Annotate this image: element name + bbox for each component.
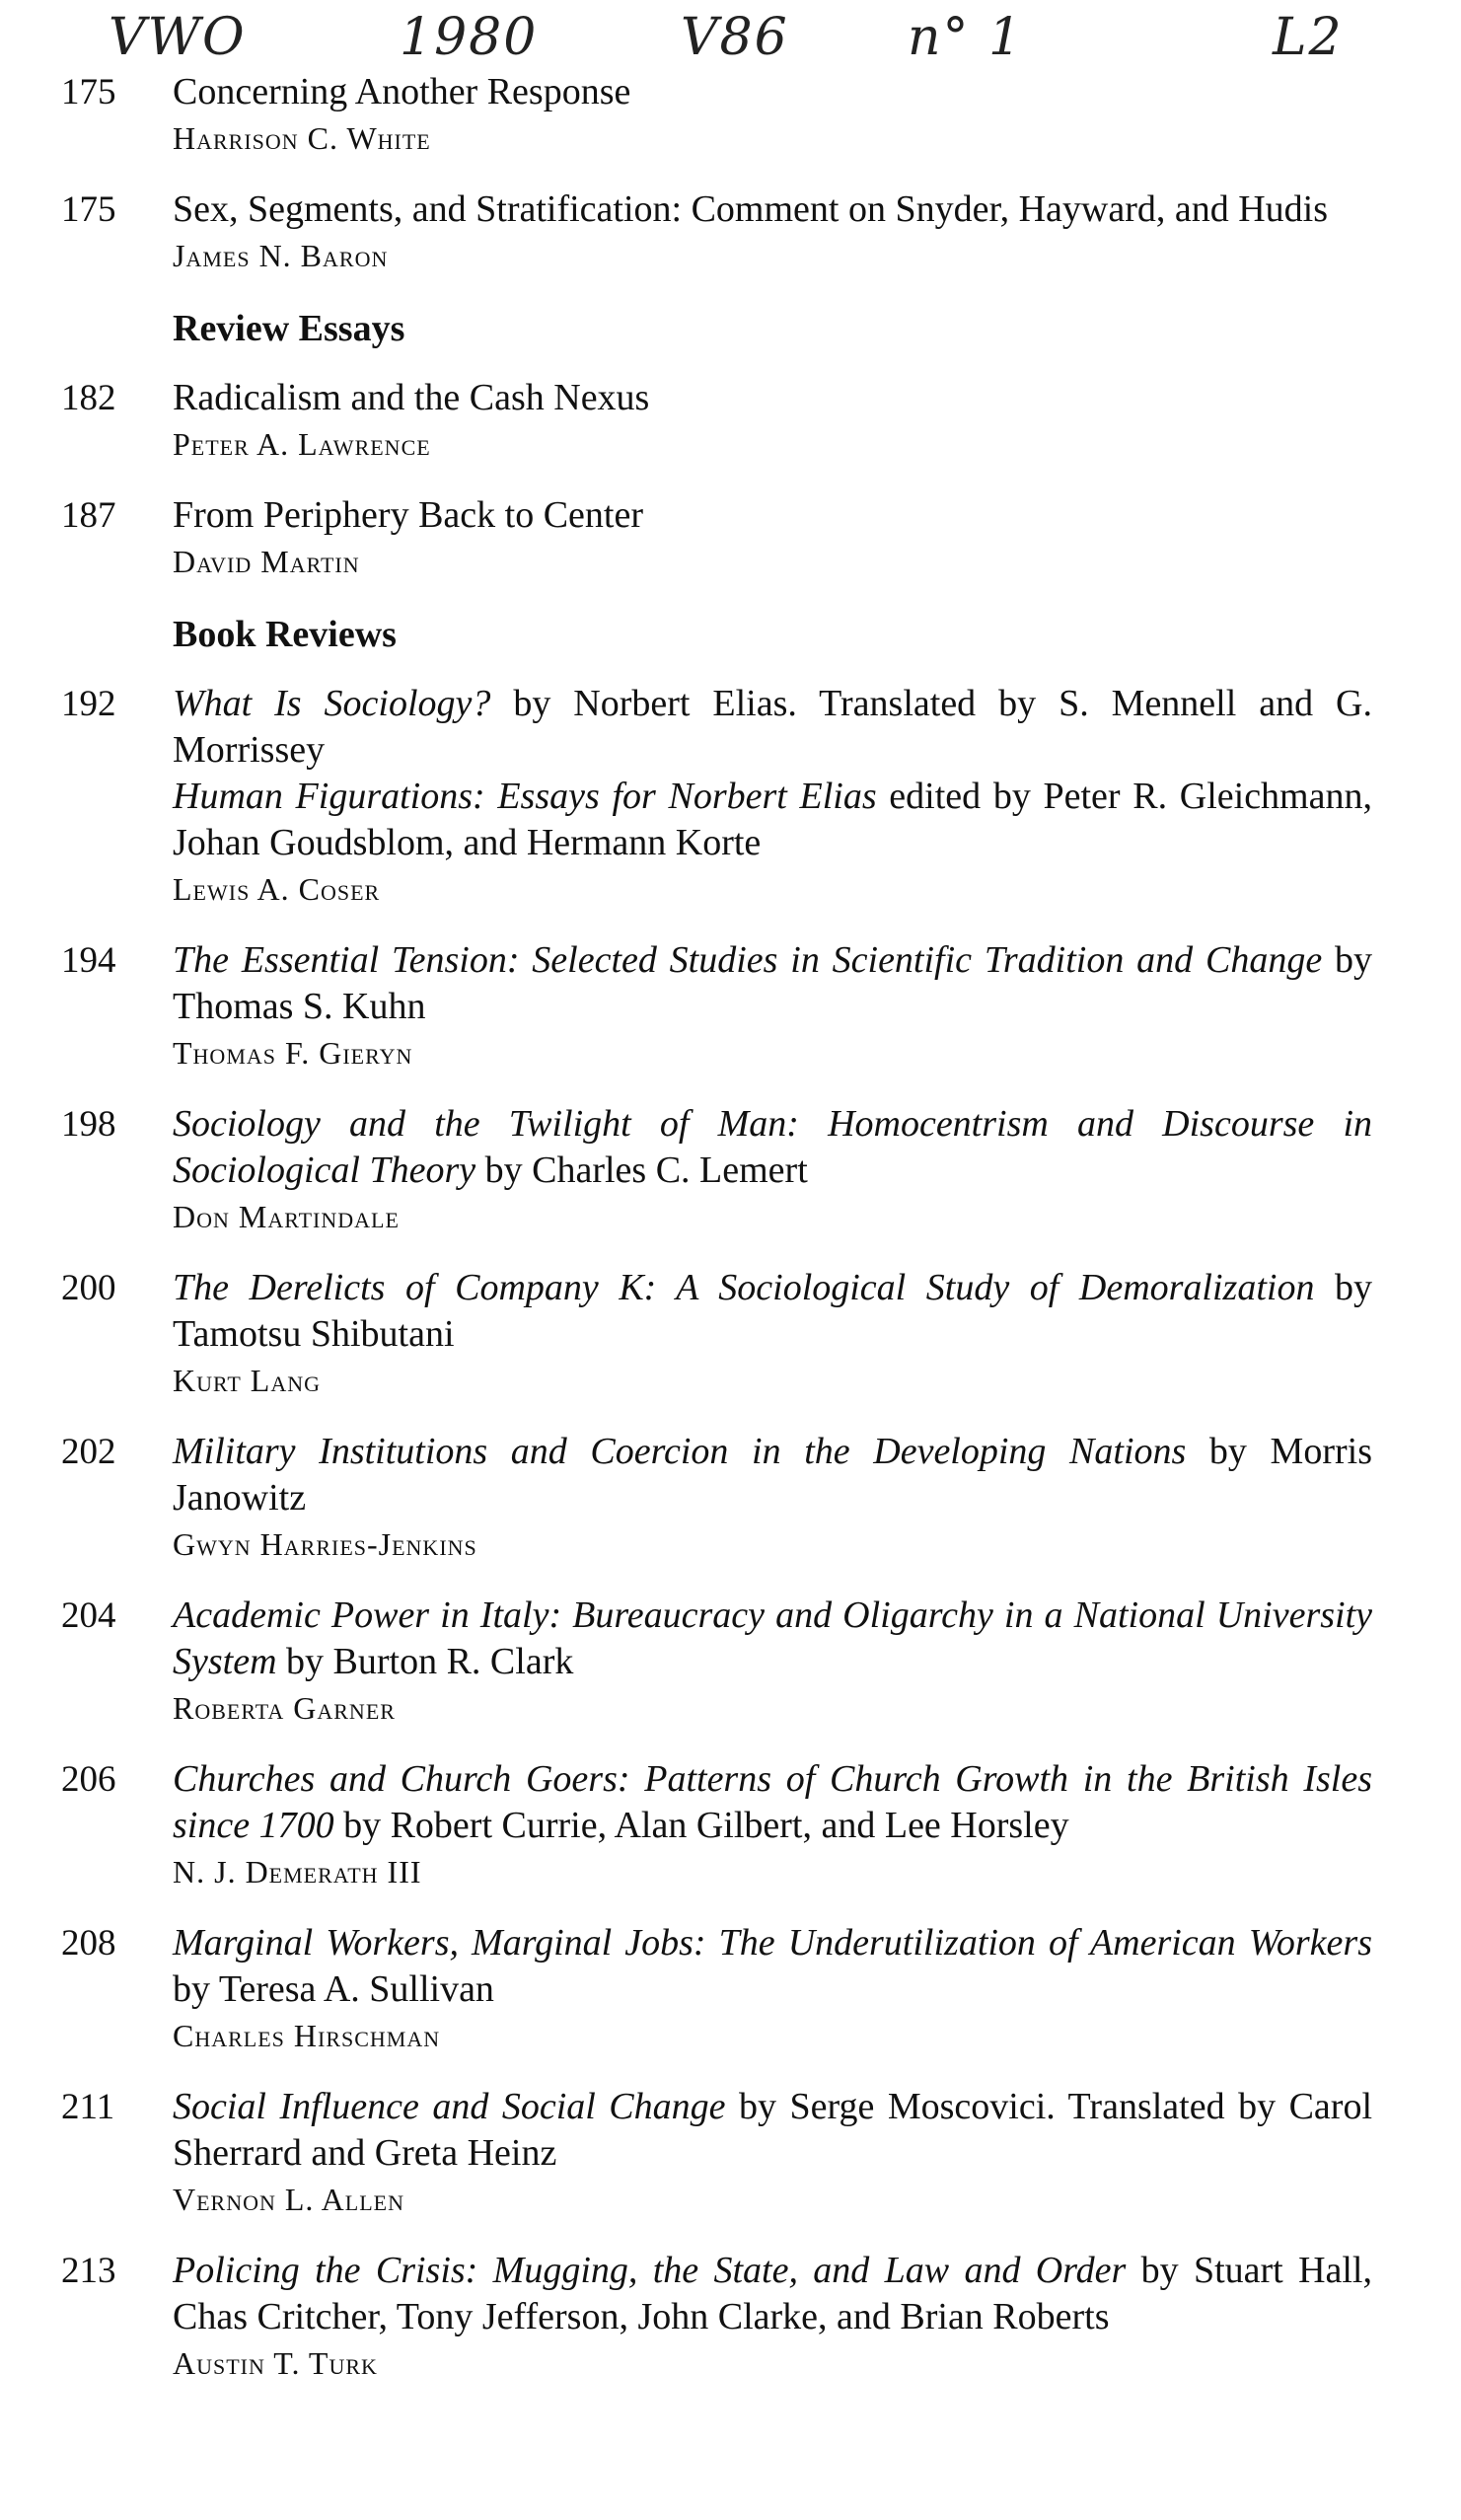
reviewer-name: James N. Baron xyxy=(173,238,389,273)
toc-entry xyxy=(0,1429,1461,1567)
work-title: Radicalism and the Cash Nexus xyxy=(173,377,650,418)
entry-title xyxy=(173,69,1372,115)
toc-entry xyxy=(0,186,1461,278)
toc-entry xyxy=(0,1265,1461,1403)
work-title: Sociology and the Twilight of Man: Homocentrism and Discourse in Sociological Theory xyxy=(173,1103,1372,1191)
entry-title xyxy=(173,1101,1372,1194)
entry-title xyxy=(173,1920,1372,2013)
entry-title xyxy=(173,1265,1372,1358)
handwritten-mark: 1980 xyxy=(400,8,539,67)
entry-title xyxy=(173,375,1372,421)
page-number: 204 xyxy=(61,1595,116,1636)
entry-title xyxy=(173,186,1372,233)
work-byline: by Serge Moscovici. Translated by Carol Sherrard and Greta Heinz xyxy=(173,2086,1372,2174)
toc-entry xyxy=(0,937,1461,1075)
reviewer-name: Austin T. Turk xyxy=(173,2345,378,2381)
work-byline: by Norbert Elias. Translated by S. Mennell and G. Morrissey xyxy=(173,683,1372,771)
reviewer-name: N. J. Demerath III xyxy=(173,1854,422,1890)
handwritten-mark: V86 xyxy=(681,8,789,67)
page-number: 175 xyxy=(61,189,116,230)
work-title: Concerning Another Response xyxy=(173,71,631,112)
work-title: Churches and Church Goers: Patterns of Church Growth in the British Isles since 1700 xyxy=(173,1758,1372,1846)
work-byline: by Morris Janowitz xyxy=(173,1431,1372,1519)
work-byline: by Tamotsu Shibutani xyxy=(173,1267,1373,1355)
reviewer-name: Lewis A. Coser xyxy=(173,871,381,907)
entry-title xyxy=(173,1593,1372,1685)
entry-title xyxy=(173,2248,1372,2340)
toc-entry xyxy=(0,1756,1461,1894)
work-title: Policing the Crisis: Mugging, the State, and Law and Order xyxy=(173,2250,1127,2291)
toc-entry xyxy=(0,375,1461,467)
page-number: 187 xyxy=(61,495,116,536)
toc-entry xyxy=(0,1920,1461,2058)
work-title: From Periphery Back to Center xyxy=(173,494,644,536)
work-byline: by Robert Currie, Alan Gilbert, and Lee Horsley xyxy=(333,1805,1069,1846)
table-of-contents xyxy=(0,69,1461,2411)
work-byline: by Stuart Hall, Chas Critcher, Tony Jefferson, John Clarke, and Brian Roberts xyxy=(173,2250,1372,2337)
handwritten-call-number xyxy=(0,0,1461,79)
work-title: Human Figurations: Essays for Norbert Elias xyxy=(173,776,877,817)
work-title: Marginal Workers, Marginal Jobs: The Underutilization of American Workers xyxy=(173,1922,1372,1964)
toc-entry xyxy=(0,2248,1461,2386)
page-number: 182 xyxy=(61,378,116,418)
reviewer-name: Peter A. Lawrence xyxy=(173,426,431,462)
entry-title-second xyxy=(173,774,1372,866)
work-title: Academic Power in Italy: Bureaucracy and Oligarchy in a National University System xyxy=(173,1594,1372,1682)
entry-title xyxy=(173,1429,1372,1521)
page-number: 175 xyxy=(61,72,116,112)
page-number: 200 xyxy=(61,1268,116,1308)
section-heading: Review Essays xyxy=(173,308,405,349)
work-byline: edited by Peter R. Gleichmann, Johan Goudsblom, and Hermann Korte xyxy=(173,776,1372,863)
handwritten-mark: n° 1 xyxy=(908,8,1024,67)
entry-title xyxy=(173,937,1372,1030)
toc-entry xyxy=(0,2084,1461,2222)
work-byline: by Thomas S. Kuhn xyxy=(173,939,1373,1027)
reviewer-name: Thomas F. Gieryn xyxy=(173,1035,413,1071)
reviewer-name: Vernon L. Allen xyxy=(173,2182,404,2217)
work-title: The Essential Tension: Selected Studies in Scientific Tradition and Change xyxy=(173,939,1323,981)
page-number: 192 xyxy=(61,684,116,724)
section-heading: Book Reviews xyxy=(173,614,397,655)
page-number: 194 xyxy=(61,940,116,981)
handwritten-mark: VWO xyxy=(109,8,247,67)
page-number: 198 xyxy=(61,1104,116,1145)
work-title: Social Influence and Social Change xyxy=(173,2086,726,2127)
reviewer-name: Charles Hirschman xyxy=(173,2018,441,2053)
page-number: 211 xyxy=(61,2087,115,2127)
work-byline: by Teresa A. Sullivan xyxy=(173,1968,494,2010)
reviewer-name: Gwyn Harries-Jenkins xyxy=(173,1526,477,1562)
toc-entry xyxy=(0,69,1461,161)
reviewer-name: David Martin xyxy=(173,544,360,579)
work-title: Sex, Segments, and Stratification: Comment on Snyder, Hayward, and Hudis xyxy=(173,188,1329,230)
entry-title xyxy=(173,1756,1372,1849)
work-title: Military Institutions and Coercion in the Developing Nations xyxy=(173,1431,1187,1472)
page-number: 208 xyxy=(61,1923,116,1964)
toc-entry xyxy=(0,681,1461,912)
work-title: The Derelicts of Company K: A Sociological Study of Demoralization xyxy=(173,1267,1315,1308)
reviewer-name: Roberta Garner xyxy=(173,1690,396,1726)
handwritten-mark: L2 xyxy=(1273,8,1344,67)
reviewer-name: Kurt Lang xyxy=(173,1363,321,1398)
entry-title xyxy=(173,2084,1372,2177)
toc-entry xyxy=(0,1593,1461,1731)
page-number: 202 xyxy=(61,1432,116,1472)
page-number: 213 xyxy=(61,2251,116,2291)
work-byline: by Burton R. Clark xyxy=(276,1641,574,1682)
reviewer-name: Don Martindale xyxy=(173,1199,400,1234)
page-number: 206 xyxy=(61,1759,116,1800)
reviewer-name: Harrison C. White xyxy=(173,120,431,156)
entry-title xyxy=(173,681,1372,774)
toc-entry xyxy=(0,492,1461,584)
work-title: What Is Sociology? xyxy=(173,683,491,724)
work-byline: by Charles C. Lemert xyxy=(475,1149,808,1191)
toc-entry xyxy=(0,1101,1461,1239)
entry-title xyxy=(173,492,1372,539)
